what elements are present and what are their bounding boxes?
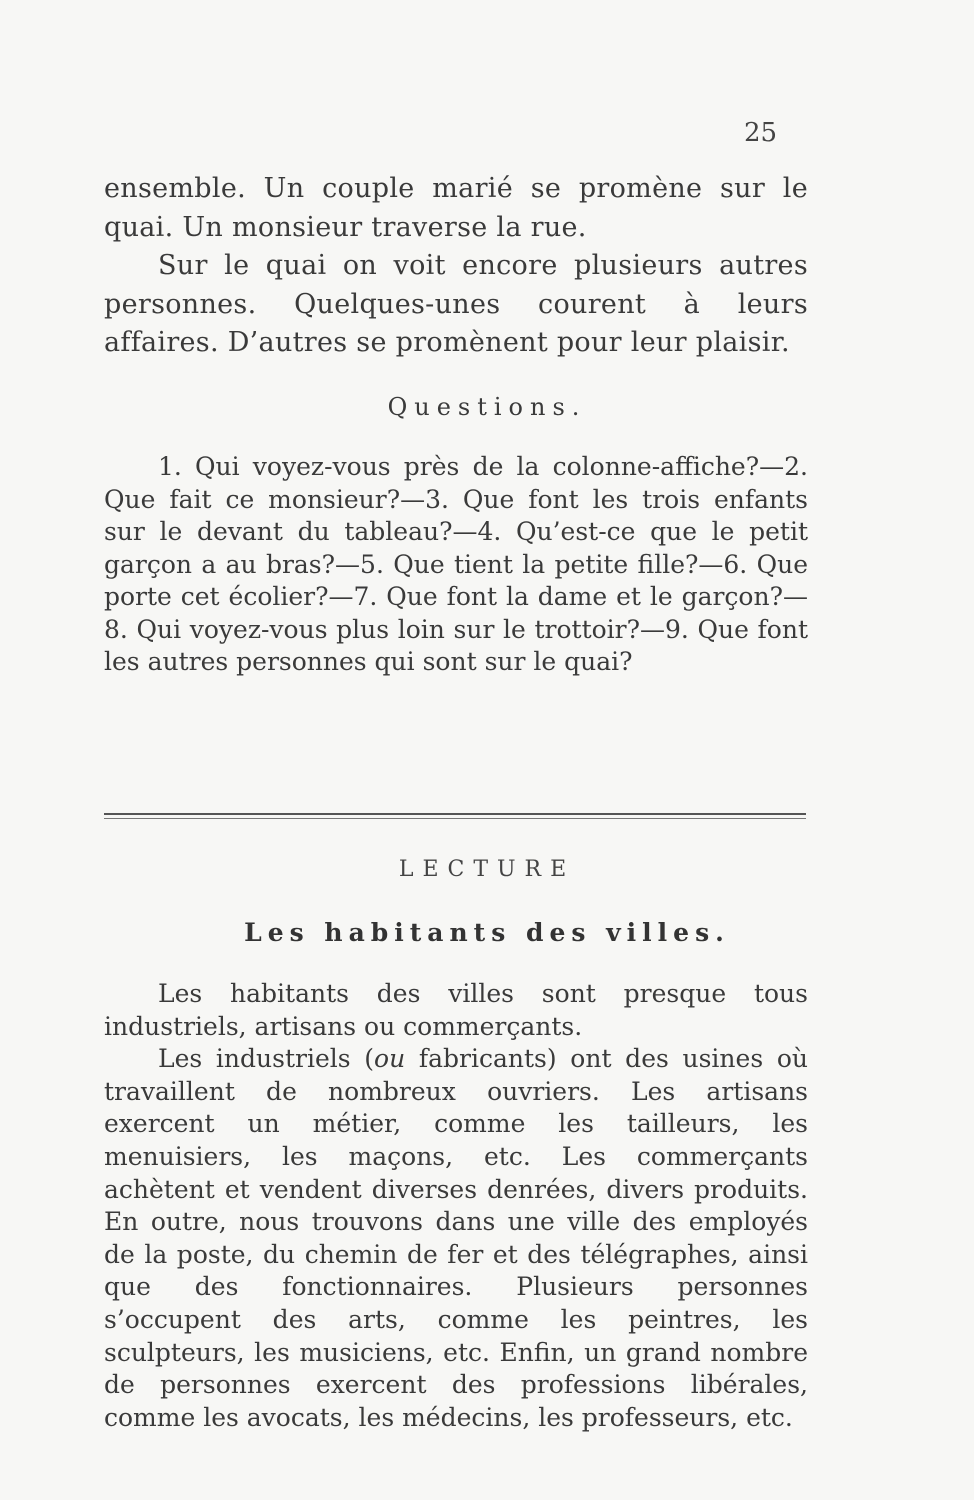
- questions-block: [104, 451, 808, 679]
- intro-text: [104, 170, 808, 363]
- section-divider-thin: [104, 818, 806, 819]
- reading-paragraph-1: Les habitants des villes sont presque tous industriels, artisans ou commerçants.: [104, 979, 808, 1041]
- section-divider-thick: [104, 813, 806, 815]
- intro-paragraph-1: ensemble. Un couple marié se promène sur le quai. Un monsieur traverse la rue.: [104, 173, 808, 243]
- lesson-title: Les habitants des villes.: [244, 918, 730, 947]
- reading-paragraph-2-italic: ou: [374, 1044, 406, 1074]
- reading-section-heading: LECTURE: [398, 857, 576, 882]
- reading-text: [104, 978, 808, 1434]
- page-number: 25: [744, 118, 778, 148]
- questions-heading: Questions.: [387, 393, 587, 421]
- reading-paragraph-2: [104, 1043, 808, 1434]
- reading-paragraph-2-start: Les industriels (: [158, 1044, 375, 1074]
- questions-text: 1. Qui voyez-vous près de la colonne-affiche?—2. Que fait ce monsieur?—3. Que font les trois enfants sur le devant du tableau?—4. Qu’est-ce que le petit garçon a au bras?—5. Que tient la petite fille?—6. Que porte cet écolier?—7. Que font la dame et le garçon?—8. Qui voyez-vous plus loin sur le trottoir?—9. Que font les autres personnes qui sont sur le quai?: [104, 452, 808, 676]
- intro-paragraph-2: Sur le quai on voit encore plusieurs autres personnes. Quelques-unes courent à leurs affaires. D’autres se promènent pour leur plaisir.: [104, 250, 808, 358]
- reading-paragraph-2-rest: fabricants) ont des usines où travaillent de nombreux ouvriers. Les artisans exercent un métier, comme les tailleurs, les menuisiers, les maçons, etc. Les commerçants achètent et vendent diverses denrées, divers produits. En outre, nous trouvons dans une ville des employés de la poste, du chemin de fer et des télégraphes, ainsi que des fonctionnaires. Plusieurs personnes s’occupent des arts, comme les peintres, les sculpteurs, les musiciens, etc. Enfin, un grand nombre de personnes exercent des professions libérales, comme les avocats, les médecins, les professeurs, etc.: [104, 1044, 808, 1432]
